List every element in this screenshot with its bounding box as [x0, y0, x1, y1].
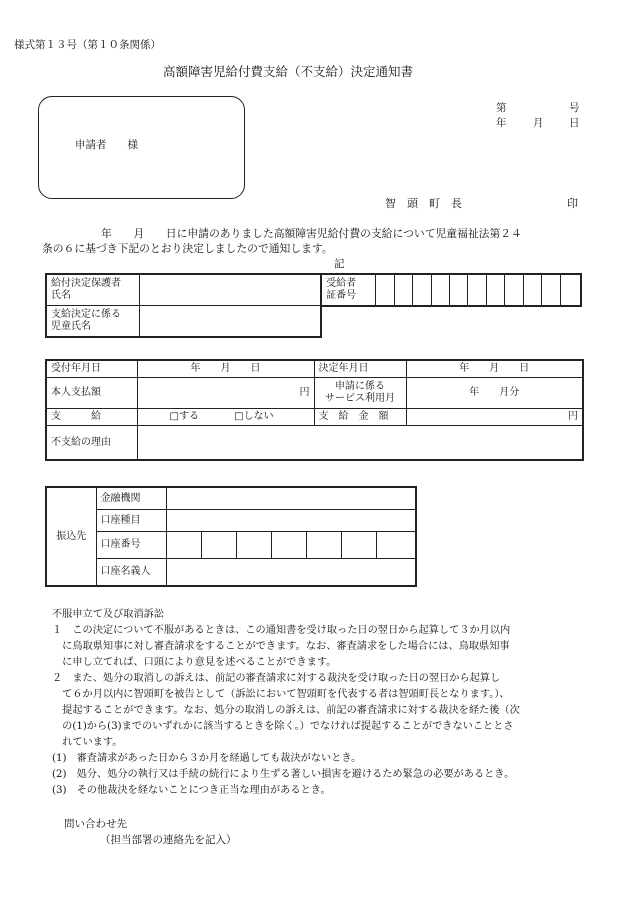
- contact-heading: 問い合わせ先: [64, 818, 127, 830]
- contact-note: （担当部署の連絡先を記入）: [100, 834, 237, 846]
- received-date-label: 受付年月日: [46, 360, 137, 378]
- account-number-digit[interactable]: [306, 532, 341, 559]
- appeal-line: に鳥取県知事に対し審査請求をすることができます。なお、審査請求をした場合には、鳥取県知事: [52, 641, 510, 652]
- paid-amount-field[interactable]: 円: [137, 378, 314, 409]
- appeal-heading: 不服申立て及び取消訴訟: [52, 609, 165, 620]
- recipient-number-digit[interactable]: [468, 274, 486, 306]
- appeal-condition: (3) その他裁決を経ないことにつき正当な理由があるとき。: [52, 785, 331, 796]
- account-holder-label: 口座名義人: [96, 559, 166, 587]
- service-month-label: 申請に係る サービス利用月: [314, 378, 406, 409]
- payment-amount-label: 支 給 金 額: [314, 409, 406, 426]
- appeal-line: 提起することができます。なお、処分の取消しの訴えは、前記の審査請求に対する裁決を経た後（次: [52, 705, 520, 716]
- appeal-line: れています。: [52, 737, 123, 748]
- appeal-condition: (2) 処分、処分の執行又は手続の続行により生ずる著しい損害を避けるため緊急の必要があるとき。: [52, 769, 515, 780]
- account-number-digit[interactable]: [236, 532, 271, 559]
- non-payment-reason-field[interactable]: [137, 426, 583, 461]
- doc-no-dai: 第: [496, 102, 507, 114]
- applicant-label: 申請者 様: [75, 139, 138, 151]
- non-payment-reason-label: 不支給の理由: [46, 426, 137, 461]
- decision-date-label: 決定年月日: [314, 360, 406, 378]
- paid-amount-label: 本人支払額: [46, 378, 137, 409]
- payment-no-checkbox[interactable]: □しない: [234, 411, 274, 422]
- recipient-number-digit[interactable]: [505, 274, 523, 306]
- recipient-number-digit[interactable]: [486, 274, 504, 306]
- intro-line-1: 年 月 日に申請のありました高額障害児給付費の支給について児童福祉法第２４: [101, 227, 522, 240]
- bank-name-label: 金融機関: [96, 487, 166, 510]
- payment-label: 支 給: [46, 409, 137, 426]
- bank-transfer-table: [45, 486, 417, 587]
- issuer-seal: 印: [567, 197, 578, 210]
- decision-date-field[interactable]: 年 月 日: [406, 360, 583, 378]
- recipient-number-digit[interactable]: [376, 274, 394, 306]
- recipient-number-digit[interactable]: [449, 274, 467, 306]
- recipient-number-digit[interactable]: [431, 274, 449, 306]
- account-number-digit[interactable]: [341, 532, 376, 559]
- payment-amount-field[interactable]: 円: [406, 409, 583, 426]
- recipient-number-label: 受給者 証番号: [321, 274, 375, 306]
- recipient-number-digit[interactable]: [542, 274, 560, 306]
- appeal-line: の(1)から(3)までのいずれかに該当するときを除く。）でなければ提起することができないこととさ: [52, 721, 514, 732]
- service-month-field[interactable]: 年 月分: [406, 378, 583, 409]
- appeal-line: に申し立てれば、口頭により意見を述べることができます。: [52, 657, 337, 668]
- received-date-field[interactable]: 年 月 日: [137, 360, 314, 378]
- account-number-digit[interactable]: [201, 532, 236, 559]
- date-month: 月: [533, 117, 544, 129]
- document-title: 高額障害児給付費支給（不支給）決定通知書: [163, 64, 414, 79]
- decision-table: [45, 359, 584, 461]
- account-type-field[interactable]: [166, 510, 416, 532]
- appeal-condition: (1) 審査請求があった日から３か月を経過しても裁決がないとき。: [52, 753, 362, 764]
- transfer-section-label: 振込先: [46, 487, 96, 586]
- doc-no-go: 号: [569, 102, 580, 114]
- issuer-name: 智 頭 町 長: [385, 197, 462, 210]
- account-number-label: 口座番号: [96, 532, 166, 559]
- account-number-digit[interactable]: [271, 532, 306, 559]
- address-box: [38, 96, 245, 199]
- bank-name-field[interactable]: [166, 487, 416, 510]
- child-name-label: 支給決定に係る 児童氏名: [46, 306, 139, 338]
- date-day: 日: [569, 117, 580, 129]
- form-number: 様式第１３号（第１０条関係）: [14, 39, 161, 51]
- appeal-line: ２ また、処分の取消しの訴えは、前記の審査請求に対する裁決を受け取った日の翌日から起算し: [52, 673, 501, 684]
- child-name-field[interactable]: [139, 306, 321, 338]
- recipient-number-digit[interactable]: [560, 274, 581, 306]
- guardian-name-field[interactable]: [139, 274, 321, 306]
- applicant-table: [45, 273, 582, 338]
- appeal-line: て６か月以内に智頭町を被告として（訴訟において智頭町を代表する者は智頭町長となります。）、: [52, 689, 510, 700]
- recipient-number-digit[interactable]: [413, 274, 431, 306]
- recipient-number-digit[interactable]: [523, 274, 541, 306]
- date-year: 年: [496, 117, 507, 129]
- payment-options: [137, 409, 314, 426]
- appeal-line: １ この決定について不服があるときは、この通知書を受け取った日の翌日から起算して３か月以内: [52, 625, 511, 636]
- ki-label: 記: [334, 258, 345, 270]
- account-type-label: 口座種目: [96, 510, 166, 532]
- account-number-digit[interactable]: [376, 532, 416, 559]
- guardian-name-label: 給付決定保護者 氏名: [46, 274, 139, 306]
- account-number-digit[interactable]: [166, 532, 201, 559]
- intro-line-2: 条の６に基づき下記のとおり決定しましたので通知します。: [42, 242, 333, 255]
- recipient-number-digit[interactable]: [394, 274, 412, 306]
- payment-yes-checkbox[interactable]: □する: [169, 411, 199, 422]
- account-holder-field[interactable]: [166, 559, 416, 587]
